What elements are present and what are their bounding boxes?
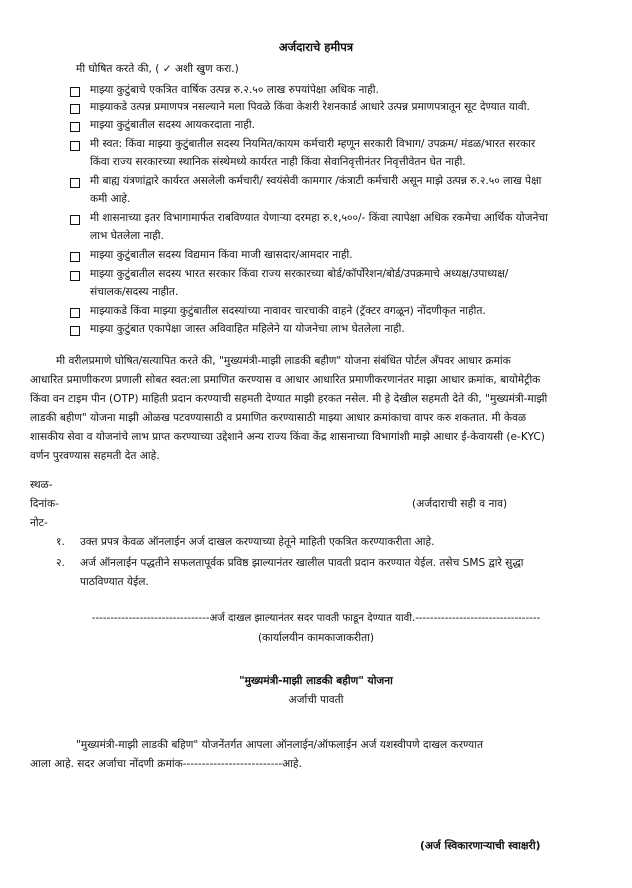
checkbox-8[interactable]	[70, 271, 80, 281]
checklist-item-2: माझ्याकडे उत्पन्न प्रमाणपत्र नसल्याने मला पिवळे किंवा केशरी रेशनकार्ड आधारे उत्पन्न प्रमाणपत्रातून सूट देण्यात यावी.	[90, 101, 530, 113]
note-label: नोट-	[30, 517, 48, 529]
checklist-item-7: माझ्या कुटुंबातील सदस्य विद्यमान किंवा माजी खासदार/आमदार नाही.	[90, 249, 353, 261]
checkbox-2[interactable]	[70, 104, 80, 114]
checkbox-4[interactable]	[70, 141, 80, 151]
checklist-item-6-cont: लाभ घेतलेला नाही.	[90, 230, 164, 242]
consent-line: किंवा वन टाइम पीन (OTP) माहिती प्रदान करण्याची सहमती देण्यात माझी हरकत नसेल. मी हे देखील सहमती देते की, "मुख्यमंत्री-माझी	[30, 393, 548, 405]
cut-line: --------------------------------अर्ज दाखल झाल्यानंतर सदर पावती फाडून देण्यात यावी.----------------------------------	[91, 613, 541, 624]
receipt-text-line2: आला आहे. सदर अर्जाचा नोंदणी क्रमांक--------------------------आहे.	[30, 758, 302, 770]
checkbox-1[interactable]	[70, 87, 80, 97]
scheme-title: "मुख्यमंत्री-माझी लाडकी बहीण" योजना	[239, 675, 393, 687]
checkbox-3[interactable]	[70, 122, 80, 132]
checklist-item-10: माझ्या कुटुंबात एकापेक्षा जास्त अविवाहित महिलेने या योजनेचा लाभ घेतलेला नाही.	[90, 323, 405, 335]
consent-line: आधारित प्रमाणीकरण प्रणाली सोबत स्वत:ला प्रमाणित करण्यास व आधार आधारित प्रमाणीकरणानंतर माझा आधार क्रमांक, बायोमेट्रीक	[30, 374, 541, 386]
checklist-item-8-cont: संचालक/सदस्य नाहीत.	[90, 286, 179, 298]
checkbox-10[interactable]	[70, 326, 80, 336]
note-number: २.	[56, 557, 65, 569]
checklist-item-5-cont: कमी आहे.	[90, 193, 131, 205]
office-use-label: (कार्यालयीन कामकाजाकरीता)	[257, 632, 375, 644]
consent-line: वर्णन पुरवण्यास सहमती देत आहे.	[30, 450, 160, 462]
checkbox-9[interactable]	[70, 308, 80, 318]
note-number: १.	[56, 536, 65, 548]
note-item-2: अर्ज ऑनलाईन पद्धतीने सफलतापूर्वक प्रविष्ठ झाल्यानंतर खालील पावती प्रदान करण्यात येईल. तसेच SMS द्वारे सुद्धा	[80, 557, 524, 569]
receipt-text-line1: "मुख्यमंत्री-माझी लाडकी बहिण" योजनेंतर्गत आपला ऑनलाईन/ऑफलाईन अर्ज यशस्वीपणे दाखल करण्यात	[76, 739, 483, 751]
signature-label: (अर्जदाराची सही व नाव)	[412, 498, 508, 510]
consent-line: लाडकी बहीण" योजना माझी ओळख पटवण्यासाठी व प्रमाणित करण्यासाठी माझ्या आधार क्रमांकाचा वापर करु शकतात. मी केवळ	[30, 412, 527, 424]
checklist-item-3: माझ्या कुटुंबातील सदस्य आयकरदाता नाही.	[90, 119, 255, 131]
receiver-signature: (अर्ज स्विकारणाऱ्याची स्वाक्षरी)	[420, 840, 541, 852]
checklist-item-9: माझ्याकडे किंवा माझ्या कुटुंबातील सदस्यांच्या नावावर चारचाकी वाहने (ट्रॅक्टर वगळून) नोंदणीकृत नाहीत.	[90, 305, 486, 317]
note-item-2-cont: पाठविण्यात येईल.	[80, 576, 149, 588]
checkbox-5[interactable]	[70, 178, 80, 188]
checklist-item-1: माझ्या कुटुंबाचे एकत्रित वार्षिक उत्पन्न रु.२.५० लाख रुपयांपेक्षा अधिक नाही.	[90, 84, 379, 96]
consent-line: मी वरीलप्रमाणे घोषित/सत्यापित करते की, "मुख्यमंत्री-माझी लाडकी बहीण" योजना संबंधित पोर्टल अँपवर आधार क्रमांक	[56, 355, 511, 367]
receipt-title: अर्जाची पावती	[288, 694, 344, 706]
declaration-intro: मी घोषित करते की, ( ✓ अशी खुण करा.)	[76, 63, 239, 75]
consent-line: शासकीय सेवा व योजनांचे लाभ प्राप्त करण्याच्या उद्देशाने अन्य राज्य किंवा केंद्र शासनाच्या विभागांशी माझे आधार ई-केवायसी (e-KYC)	[30, 431, 545, 443]
checklist-item-4-cont: किंवा राज्य सरकारच्या स्थानिक संस्थेमध्ये कार्यरत नाही किंवा सेवानिवृत्तीनंतर निवृत्तीवेतन घेत नाही.	[90, 156, 466, 168]
checklist-item-5: मी बाह्य यंत्रणांद्वारे कार्यरत असलेली कर्मचारी/ स्वयंसेवी कामगार /कंत्राटी कर्मचारी असून माझे उत्पन्न रु.२.५० लाख पेक्षा	[90, 175, 542, 187]
checklist-item-8: माझ्या कुटुंबातील सदस्य भारत सरकार किंवा राज्य सरकारच्या बोर्ड/कॉर्पोरेशन/बोर्ड/उपक्रमाचे अध्यक्ष/उपाध्यक्ष/	[90, 268, 509, 280]
date-label: दिनांक-	[30, 498, 59, 510]
checklist-item-6: मी शासनाच्या इतर विभागामार्फत राबविण्यात येणाऱ्या दरमहा रु.१,५००/- किंवा त्यापेक्षा अधिक रकमेचा आर्थिक योजनेचा	[90, 212, 548, 224]
place-label: स्थळ-	[30, 479, 53, 491]
checkbox-7[interactable]	[70, 252, 80, 262]
note-item-1: उक्त प्रपत्र केवळ ऑनलाईन अर्ज दाखल करण्याच्या हेतूने माहिती एकत्रित करण्याकरीता आहे.	[80, 536, 435, 548]
page-title: अर्जदाराचे हमीपत्र	[278, 40, 354, 54]
checkbox-6[interactable]	[70, 215, 80, 225]
checklist-item-4: मी स्वत: किंवा माझ्या कुटुंबातील सदस्य नियमित/कायम कर्मचारी म्हणून सरकारी विभाग/ उपक्रम/ मंडळ/भारत सरकार	[90, 138, 536, 150]
